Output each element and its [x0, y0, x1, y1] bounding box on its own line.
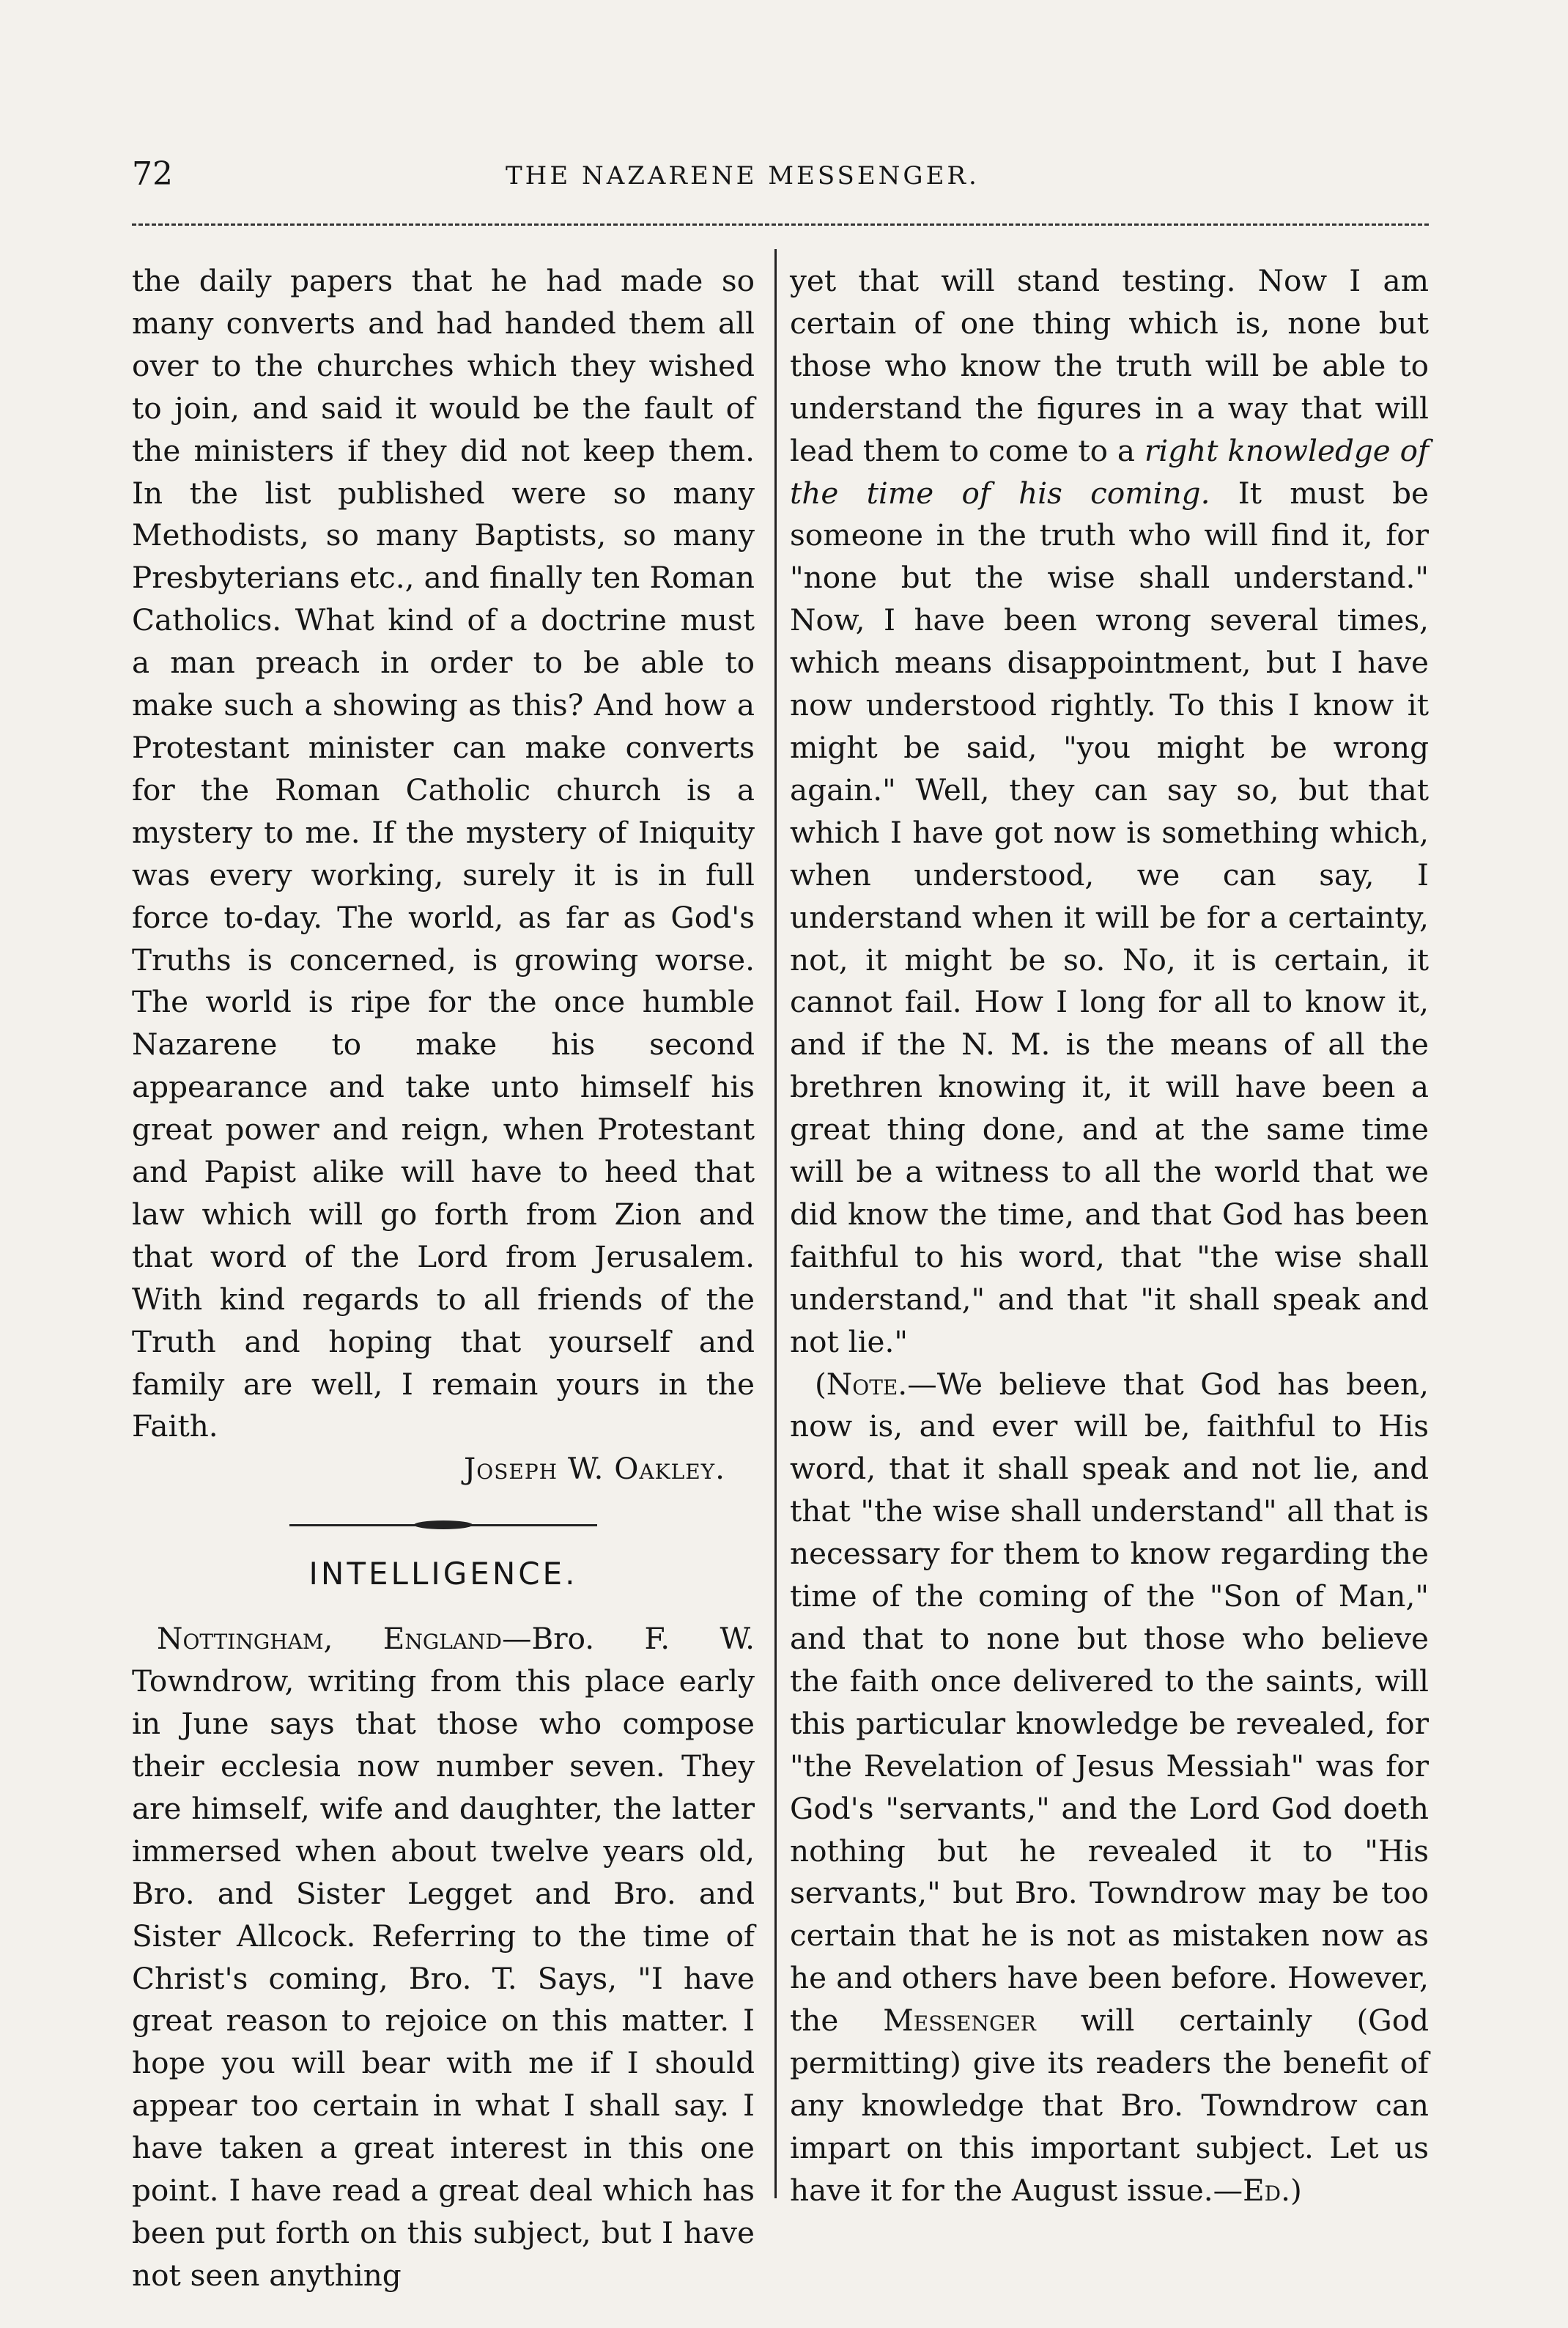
- note-label: (Note.: [815, 1366, 908, 1402]
- right-column: [790, 260, 1429, 2212]
- note-editor: Ed.: [1243, 2172, 1290, 2208]
- column-divider: [774, 249, 777, 2198]
- intelligence-lead: Nottingham, England: [157, 1621, 502, 1657]
- note-body-2: will certainly (God permitting) give its readers the benefit of any knowledge that Bro. Towndrow can impart on this important subject. Let us have it for the August issue.—: [790, 2003, 1429, 2208]
- continuation-italic: right knowledge of the time of his coming.: [790, 432, 1430, 511]
- section-heading: INTELLIGENCE.: [308, 1556, 578, 1592]
- intelligence-body: —Bro. F. W. Towndrow, writing from this place early in June says that those who compose their ecclesia now number seven. They are himself, wife and daughter, the latter immersed when about twelve years old, Bro. and Sister Legget and Bro. and Sister Allcock. Referring to the time of Christ's coming, Bro. T. Says, "I have great reason to rejoice on this matter. I hope you will bear with me if I should appear too certain in what I shall say. I have taken a great interest in this one point. I have read a great deal which has been put forth on this subject, but I have not seen anything: [132, 1621, 755, 2293]
- editor-note: [790, 1364, 1429, 2212]
- continuation-text-2: It must be someone in the truth who will find it, for "none but the wise shall understand." Now, I have been wrong several times, which means disappointment, but I have now understood rightly. To this I know it might be said, "you might be wrong again." Well, they can say so, but that which I have got now is something which, when understood, we can say, I understand when it will be for a certainty, not, it might be so. No, it is certain, it cannot fail. How I long for all to know it, and if the N. M. is the means of all the brethren knowing it, it will have been a great thing done, and at the same time will be a witness to all the world that we did know the time, and that God has been faithful to his word, that "the wise shall understand," and that "it shall speak and not lie.": [790, 475, 1429, 1359]
- header-rule: [132, 223, 1429, 226]
- continuation-text-1: yet that will stand testing. Now I am certain of one thing which is, none but those who know the truth will be able to understand the figures in a way that will lead them to come to a: [790, 263, 1429, 468]
- continuation-paragraph: [790, 260, 1429, 1364]
- page-number: 72: [132, 155, 173, 193]
- letter-signature: Joseph W. Oakley.: [464, 1451, 725, 1487]
- letter-paragraph: the daily papers that he had made so many converts and had handed them all over to the churches which they wished to join, and said it would be the fault of the ministers if they did not keep them. In the list published were so many Methodists, so many Baptists, so many Presbyterians etc., and finally ten Roman Catholics. What kind of a doctrine must a man preach in order to be able to make such a showing as this? And how a Protestant minister can make converts for the Roman Catholic church is a mystery to me. If the mystery of Iniquity was every working, surely it is in full force to-day. The world, as far as God's Truths is concerned, is growing worse. The world is ripe for the once humble Nazarene to make his second appearance and take unto himself his great power and reign, when Protestant and Papist alike will have to heed that law which will go forth from Zion and that word of the Lord from Jerusalem. With kind regards to all friends of the Truth and hoping that yourself and family are well, I remain yours in the Faith.: [132, 263, 755, 1444]
- running-title: THE NAZARENE MESSENGER.: [506, 161, 980, 191]
- note-body: —We believe that God has been, now is, and ever will be, faithful to His word, that it shall speak and not lie, and that "the wise shall understand" all that is necessary for them to know regarding the time of the coming of the "Son of Man," and that to none but those who believe the faith once delivered to the saints, will this particular knowledge be revealed, for "the Revelation of Jesus Messiah" was for God's "servants," and the Lord God doeth nothing but he revealed it to "His servants," but Bro. Towndrow may be too certain that he is not as mistaken now as he and others have been before. However, the: [790, 1366, 1429, 2039]
- ornamental-divider: [289, 1520, 597, 1530]
- note-close: ): [1290, 2172, 1302, 2208]
- page-header: [132, 155, 1429, 207]
- intelligence-paragraph: [132, 1618, 755, 2297]
- note-messenger: Messenger: [883, 2003, 1036, 2039]
- left-column: [132, 260, 755, 2297]
